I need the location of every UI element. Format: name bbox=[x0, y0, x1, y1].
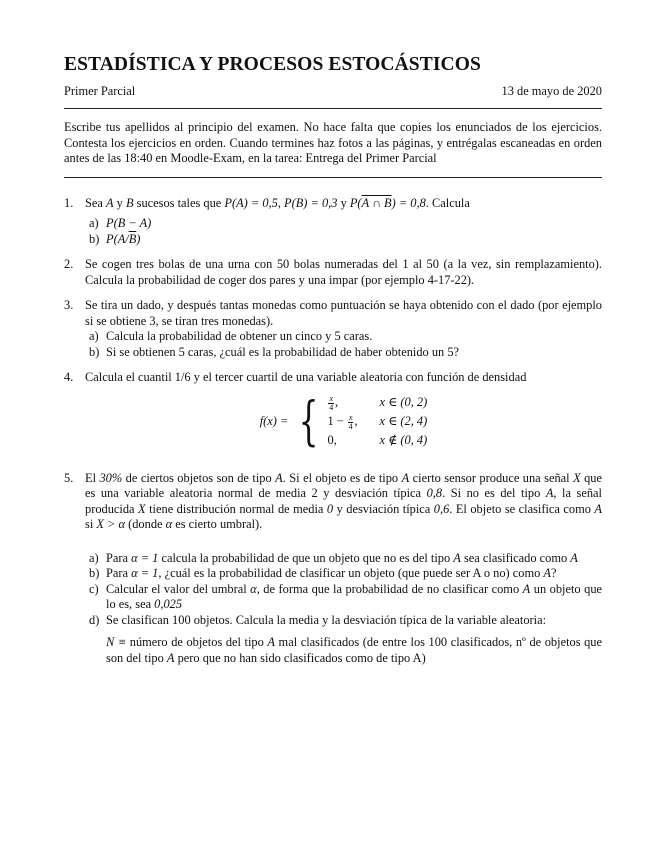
question-3 bbox=[64, 298, 602, 360]
q5-item-a bbox=[85, 551, 602, 567]
math-expr: A bbox=[570, 550, 578, 565]
question-4 bbox=[64, 370, 602, 451]
math-part: ) = 0,8 bbox=[391, 195, 426, 210]
q5-variable-definition bbox=[106, 635, 602, 666]
item-label: b) bbox=[89, 344, 100, 359]
math-value: 0,6 bbox=[433, 501, 450, 516]
math-part: P( bbox=[349, 195, 362, 210]
math-cond: X > α bbox=[96, 517, 126, 531]
case-3-expr: 0, bbox=[327, 432, 337, 447]
q5-text: si bbox=[85, 517, 97, 531]
math-a: A bbox=[545, 486, 554, 500]
left-brace: { bbox=[299, 391, 319, 452]
math-overline: $\overline{B}$ bbox=[128, 231, 137, 246]
item-label: a) bbox=[89, 550, 99, 565]
math-value: 0 bbox=[326, 501, 334, 516]
q5-text: . El objeto se clasifica como bbox=[449, 501, 595, 516]
q5-text: de ciertos objetos son de tipo bbox=[122, 470, 276, 485]
math-expr: A bbox=[522, 581, 531, 596]
item-text: un objeto que lo es, sea bbox=[106, 581, 603, 611]
question-number: 3. bbox=[64, 298, 74, 312]
q2-text: Se cogen tres bolas de una urna con 50 bolas numeradas del 1 al 50 (a la vez, sin remplazamiento). Calcula la probabilidad de coger dos pares y una impar (por ejemplo 4-17-22). bbox=[85, 257, 602, 287]
item-text: pero que no han sido clasificados como de tipo A) bbox=[174, 650, 426, 665]
item-label: b) bbox=[89, 231, 100, 246]
formula-cases bbox=[327, 394, 427, 448]
question-5 bbox=[64, 471, 602, 667]
math-a: A bbox=[275, 470, 283, 485]
q1-text: Sea bbox=[85, 195, 106, 210]
q5-text: tiene distribución normal de media bbox=[145, 501, 327, 516]
item-text: Para bbox=[106, 550, 132, 565]
q5-text: cierto sensor produce una señal bbox=[409, 470, 574, 485]
math-a: A bbox=[106, 195, 114, 210]
item-text: mal clasificados (de entre los 100 clasificados, nº de objetos que son del tipo bbox=[106, 635, 602, 665]
math-expr: N ≡ bbox=[106, 635, 127, 649]
item-label: c) bbox=[89, 581, 99, 596]
math-pa: P(A) = 0,5 bbox=[224, 195, 278, 210]
exam-date: 13 de mayo de 2020 bbox=[501, 84, 602, 98]
fraction-num: x bbox=[329, 394, 334, 403]
item-text: número de objetos del tipo bbox=[126, 635, 268, 649]
q5-text: El bbox=[85, 470, 100, 485]
math-expr bbox=[106, 232, 140, 246]
q1-text: sucesos tales que bbox=[133, 195, 225, 210]
q5-text: es cierto umbral). bbox=[172, 517, 263, 531]
q1-text: y bbox=[113, 195, 126, 210]
math-pct: 30% bbox=[99, 470, 123, 485]
math-x: X bbox=[573, 470, 581, 485]
header-subrow bbox=[64, 83, 602, 99]
q1-text: . Calcula bbox=[425, 195, 470, 210]
question-number: 2. bbox=[64, 257, 74, 271]
math-part: P(A/ bbox=[106, 231, 129, 246]
q5-item-c bbox=[85, 582, 602, 613]
item-text: ? bbox=[550, 566, 557, 580]
math-a: A bbox=[401, 470, 410, 485]
exam-page bbox=[64, 52, 602, 666]
item-text: Para bbox=[106, 566, 132, 580]
item-text: Calcula la probabilidad de obtener un cinco y 5 caras. bbox=[106, 329, 373, 343]
exam-subtitle: Primer Parcial bbox=[64, 84, 136, 98]
q5-text: y desviación típica bbox=[333, 501, 434, 516]
q5-text: que es una variable aleatoria normal de media 2 y desviación típica bbox=[85, 470, 602, 500]
q1-item-b bbox=[85, 232, 602, 248]
item-label: b) bbox=[89, 566, 100, 580]
q3-text: Se tira un dado, y después tantas monedas como puntuación se haya obtenido con el dado (por ejemplo si se obtiene 3, se tiran tres monedas). bbox=[85, 298, 602, 328]
instructions: Escribe tus apellidos al principio del examen. No hace falta que copies los enunciados de los ejercicios. Contesta los ejercicios en orden. Cuando termines haz fotos a las páginas, y entrégalas escaneadas en orden antes de las 18:40 en Moodle-Exam, en la tarea: Entrega del Primer Parcial bbox=[64, 120, 602, 165]
item-text: Si se obtienen 5 caras, ¿cuál es la probabilidad de haber obtenido un 5? bbox=[106, 344, 460, 359]
item-text: calcula la probabilidad de que un objeto que no es del tipo bbox=[158, 550, 454, 565]
item-text: sea clasificado como bbox=[460, 550, 571, 565]
q4-text: Calcula el cuantil 1/6 y el tercer cuartil de una variable aleatoria con función de densidad bbox=[85, 370, 527, 384]
math-overline: A ∩ B bbox=[361, 195, 392, 210]
question-number: 1. bbox=[64, 195, 74, 210]
question-2 bbox=[64, 257, 602, 288]
case-1-expr bbox=[327, 394, 357, 412]
header-divider bbox=[64, 108, 602, 109]
item-text: Se clasifican 100 objetos. Calcula la media y la desviación típica de la variable aleatoria: bbox=[106, 612, 547, 627]
math-part: ) bbox=[136, 231, 141, 246]
math-expr: α = 1 bbox=[131, 566, 159, 580]
math-expr: α = 1 bbox=[131, 550, 159, 565]
math-alpha: α bbox=[165, 517, 173, 531]
math-expr: A bbox=[166, 650, 175, 665]
question-number: 5. bbox=[64, 470, 74, 485]
q3-item-a bbox=[85, 329, 602, 345]
case-tail: , bbox=[335, 395, 339, 410]
math-expr: A bbox=[453, 550, 461, 565]
math-pb: P(B) = 0,3 bbox=[284, 195, 338, 210]
item-text: , ¿cuál es la probabilidad de clasificar un objeto (que puede ser A o no) como bbox=[158, 566, 544, 580]
fraction bbox=[348, 414, 354, 431]
math-a: A bbox=[594, 501, 602, 516]
case-2-expr bbox=[327, 413, 357, 431]
case-1-cond: x ∈ (0, 2) bbox=[379, 395, 428, 410]
density-formula bbox=[85, 393, 602, 451]
math-value: 0,8 bbox=[426, 486, 443, 500]
q5-text: , la señal producida bbox=[85, 486, 602, 516]
math-expr: A bbox=[267, 635, 275, 649]
math-expr: P(B − A) bbox=[106, 216, 152, 230]
case-tail: , bbox=[354, 414, 358, 428]
case-pre: 1 − bbox=[327, 414, 347, 428]
math-expr: 0,025 bbox=[154, 597, 183, 611]
case-2-cond: x ∈ (2, 4) bbox=[379, 414, 428, 428]
q5-item-d bbox=[85, 613, 602, 667]
fraction bbox=[328, 395, 334, 412]
case-3-cond: x ∉ (0, 4) bbox=[379, 432, 428, 447]
question-1: 1. Sea A y B sucesos tales que P(A) = 0,5, P(B) = 0,3 y P(A ∩ B) = 0,8. Calcula a) P(B − A) b) $P(A/\overline{B})$ bbox=[64, 196, 602, 248]
formula-lhs: f(x) = bbox=[259, 413, 289, 428]
math-expr: A bbox=[543, 566, 551, 580]
q5-text: . Si el objeto es de tipo bbox=[282, 470, 402, 485]
math-b: B bbox=[125, 195, 134, 210]
item-text: , de forma que la probabilidad de no clasificar como bbox=[256, 581, 523, 596]
item-text: Calcular el valor del umbral bbox=[106, 581, 251, 596]
q5-text: (donde bbox=[125, 517, 166, 531]
item-label: a) bbox=[89, 329, 99, 343]
math-pc bbox=[350, 196, 426, 210]
item-label: d) bbox=[89, 612, 100, 627]
fraction-den: 4 bbox=[348, 421, 353, 431]
fraction-num: x bbox=[348, 412, 353, 422]
item-label: a) bbox=[89, 216, 99, 230]
fraction-den: 4 bbox=[329, 403, 334, 412]
exam-title: ESTADÍSTICA Y PROCESOS ESTOCÁSTICOS bbox=[64, 54, 481, 75]
q1-item-a bbox=[85, 216, 602, 232]
q5-text: . Si no es del tipo bbox=[442, 486, 546, 500]
math-x: X bbox=[138, 501, 146, 516]
q3-item-b bbox=[85, 345, 602, 361]
math-expr: α bbox=[250, 581, 257, 596]
question-number: 4. bbox=[64, 370, 74, 384]
q5-item-b bbox=[85, 566, 602, 582]
